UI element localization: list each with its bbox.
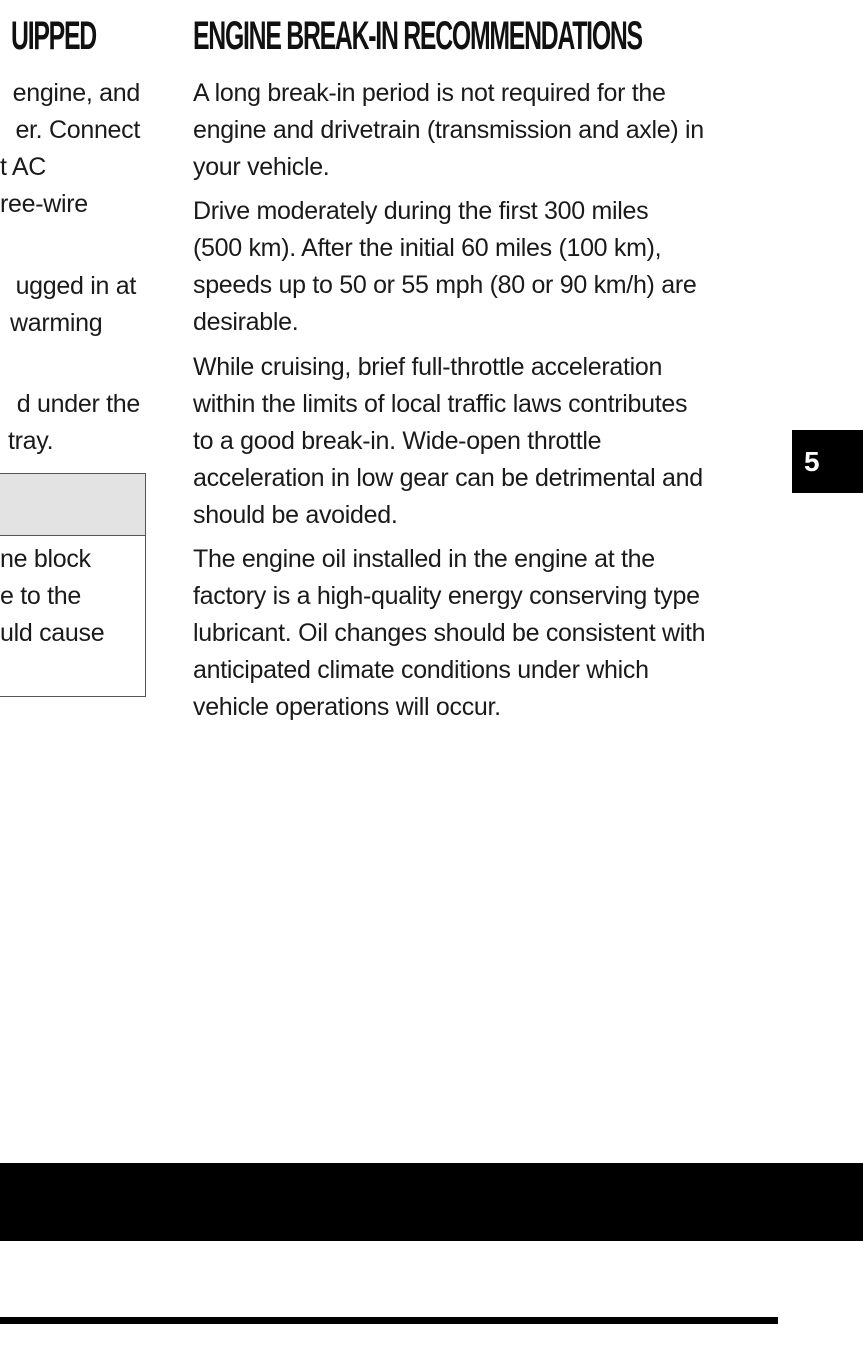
- left-text-line: ree-wire: [0, 190, 88, 218]
- left-text-line: t AC: [0, 153, 47, 181]
- left-column-fragment: [0, 0, 148, 720]
- paragraph-line: While cruising, brief full-throttle acceleration: [193, 353, 663, 381]
- chapter-tab: 5: [792, 430, 863, 493]
- page-title: ENGINE BREAK-IN RECOMMENDATIONS: [193, 14, 642, 58]
- paragraph-line: engine and drivetrain (transmission and axle) in: [193, 116, 704, 144]
- warning-box-header: [0, 474, 145, 536]
- paragraph-line: anticipated climate conditions under which: [193, 656, 649, 684]
- paragraph-line: lubricant. Oil changes should be consistent with: [193, 619, 706, 647]
- paragraph-line: Drive moderately during the first 300 miles: [193, 197, 649, 225]
- left-text-line: ne block: [0, 545, 91, 573]
- left-text-line: uld cause: [0, 619, 105, 647]
- left-text-line: engine, and: [12, 79, 140, 107]
- left-text-line: e to the: [0, 582, 81, 610]
- paragraph-line: The engine oil installed in the engine at the: [193, 545, 655, 573]
- paragraph-line: (500 km). After the initial 60 miles (100 km),: [193, 234, 662, 262]
- left-text-line: er. Connect: [15, 116, 140, 144]
- paragraph-line: desirable.: [193, 308, 299, 336]
- paragraph-line: your vehicle.: [193, 153, 330, 181]
- paragraph-line: within the limits of local traffic laws contributes: [193, 390, 688, 418]
- paragraph-line: speeds up to 50 or 55 mph (80 or 90 km/h) are: [193, 271, 697, 299]
- left-text-line: warming: [10, 309, 103, 337]
- paragraph-line: factory is a high-quality energy conserving type: [193, 582, 700, 610]
- paragraph-line: acceleration in low gear can be detrimental and: [193, 464, 703, 492]
- paragraph-line: should be avoided.: [193, 501, 398, 529]
- paragraph-line: A long break-in period is not required for the: [193, 79, 666, 107]
- left-text-line: d under the: [16, 390, 140, 418]
- left-text-line: tray.: [8, 427, 54, 455]
- bottom-rule: [0, 1317, 778, 1324]
- paragraph-line: vehicle operations will occur.: [193, 693, 501, 721]
- left-section-heading: UIPPED: [11, 14, 96, 58]
- paragraph-line: to a good break-in. Wide-open throttle: [193, 427, 602, 455]
- left-text-line: ugged in at: [15, 272, 136, 300]
- footer-bar: [0, 1163, 863, 1241]
